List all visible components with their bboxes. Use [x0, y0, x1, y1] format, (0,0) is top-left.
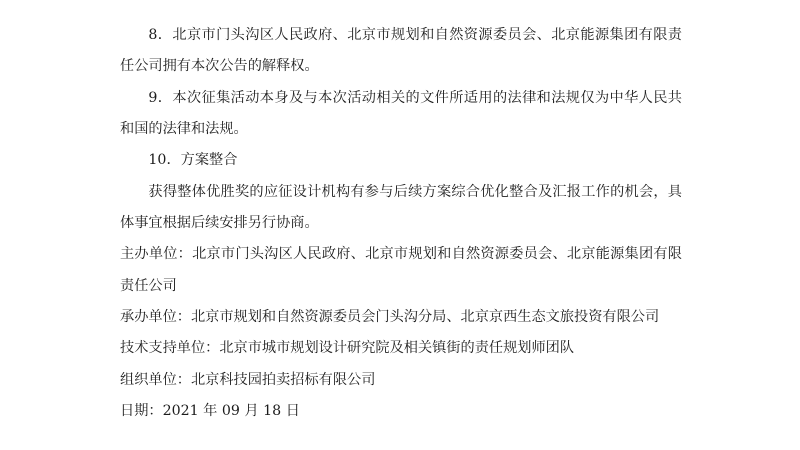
- clause-9-paragraph: 9．本次征集活动本身及与本次活动相关的文件所适用的法律和法规仅为中华人民共和国的法律和法规。: [120, 89, 682, 138]
- host-organizer-line: 主办单位：北京市门头沟区人民政府、北京市规划和自然资源委员会、北京能源集团有限责任公司: [120, 246, 682, 294]
- clause-8-paragraph: 8．北京市门头沟区人民政府、北京市规划和自然资源委员会、北京能源集团有限责任公司拥有本次公告的解释权。: [120, 27, 682, 75]
- undertaking-organizer-line: 承办单位：北京市规划和自然资源委员会门头沟分局、北京京西生态文旅投资有限公司: [120, 309, 660, 326]
- document-text-block: [120, 20, 682, 427]
- clause-10-body-paragraph: 获得整体优胜奖的应征设计机构有参与后续方案综合优化整合及汇报工作的机会，具体事宜根据后续安排另行协商。: [120, 183, 682, 232]
- date-line: 日期：2021 年 09 月 18 日: [120, 403, 300, 420]
- clause-10-heading: 10．方案整合: [148, 152, 238, 169]
- organizing-unit-line: 组织单位：北京科技园拍卖招标有限公司: [120, 371, 376, 388]
- technical-support-line: 技术支持单位：北京市城市规划设计研究院及相关镇街的责任规划师团队: [120, 340, 575, 357]
